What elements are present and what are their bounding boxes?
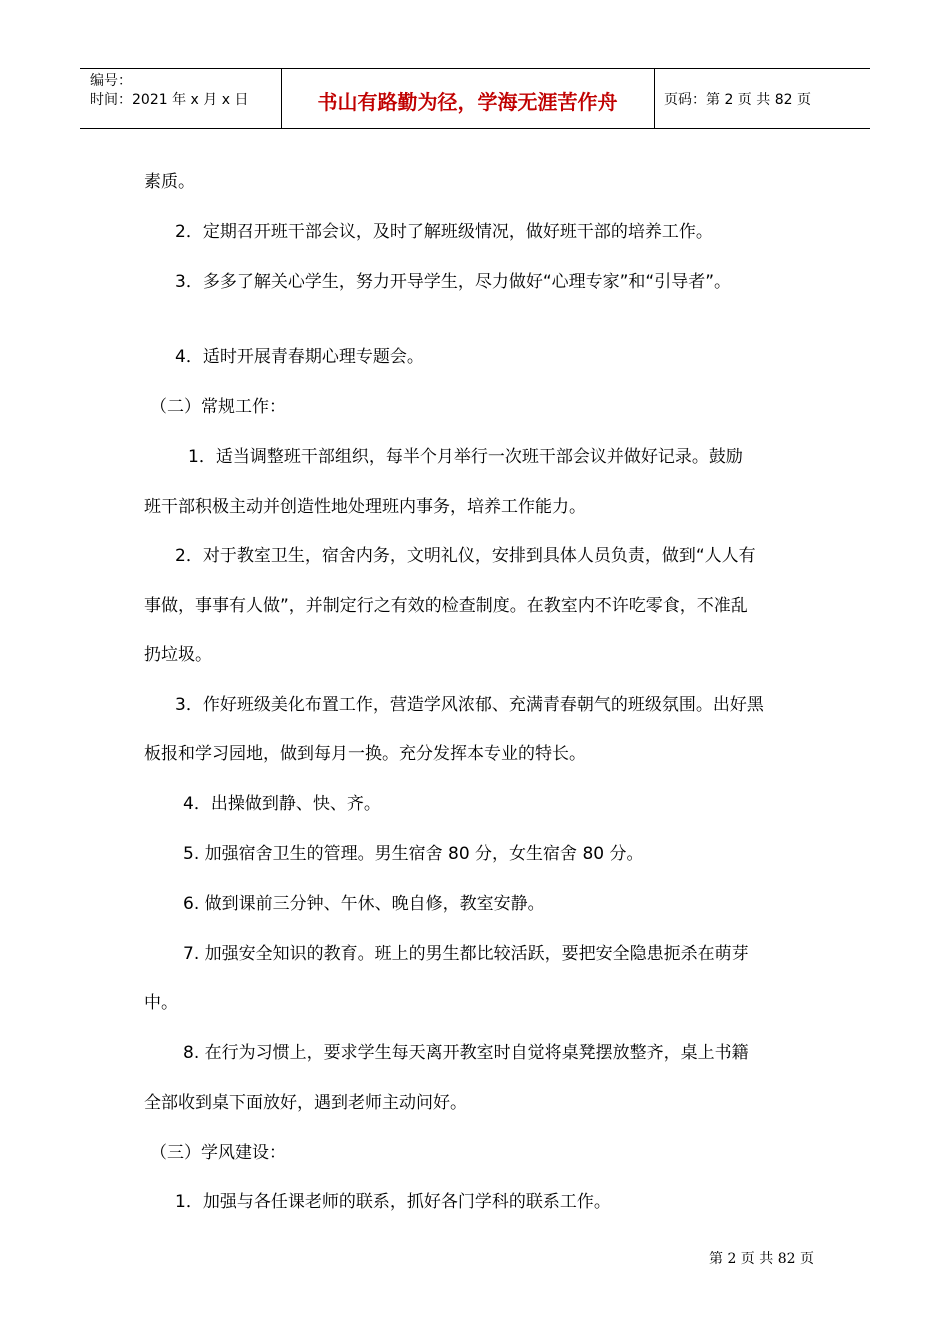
section-heading: （三）学风建设：: [150, 1143, 286, 1163]
paragraph-line: 1．适当调整班干部组织，每半个月举行一次班干部会议并做好记录。鼓励: [188, 447, 743, 467]
paragraph-line: 1．加强与各任课老师的联系，抓好各门学科的联系工作。: [175, 1192, 611, 1212]
paragraph-line: 素质。: [144, 172, 195, 192]
paragraph-line: 中。: [144, 993, 178, 1013]
paragraph-line: 班干部积极主动并创造性地处理班内事务，培养工作能力。: [144, 497, 586, 517]
paragraph-line: 事做，事事有人做”，并制定行之有效的检查制度。在教室内不许吃零食，不准乱: [144, 596, 748, 616]
header-motto: 书山有路勤为径，学海无涯苦作舟: [317, 90, 618, 114]
paragraph-line: 2．定期召开班干部会议，及时了解班级情况，做好班干部的培养工作。: [175, 222, 713, 242]
paragraph-line: 3．作好班级美化布置工作，营造学风浓郁、充满青春朝气的班级氛围。出好黑: [175, 695, 764, 715]
paragraph-line: 4．出操做到静、快、齐。: [183, 794, 381, 814]
document-time-label: 时间：2021 年 x 月 x 日: [90, 92, 249, 108]
paragraph-line: 7. 加强安全知识的教育。班上的男生都比较活跃，要把安全隐患扼杀在萌芽: [183, 944, 749, 964]
paragraph-line: 扔垃圾。: [144, 645, 212, 665]
paragraph-line: 6. 做到课前三分钟、午休、晚自修，教室安静。: [183, 894, 545, 914]
header-page-number: 页码：第 2 页 共 82 页: [664, 92, 811, 108]
paragraph-line: 3．多多了解关心学生，努力开导学生，尽力做好“心理专家”和“引导者”。: [175, 272, 732, 292]
paragraph-line: 全部收到桌下面放好，遇到老师主动问好。: [144, 1093, 467, 1113]
paragraph-line: 板报和学习园地，做到每月一换。充分发挥本专业的特长。: [144, 744, 586, 764]
document-number-label: 编号：: [90, 73, 132, 89]
paragraph-line: 5. 加强宿舍卫生的管理。男生宿舍 80 分，女生宿舍 80 分。: [183, 844, 644, 864]
section-heading: （二）常规工作：: [150, 397, 286, 417]
paragraph-line: 2．对于教室卫生，宿舍内务，文明礼仪，安排到具体人员负责，做到“人人有: [175, 546, 756, 566]
paragraph-line: 8. 在行为习惯上，要求学生每天离开教室时自觉将桌凳摆放整齐，桌上书籍: [183, 1043, 749, 1063]
footer-page-number: 第 2 页 共 82 页: [709, 1251, 814, 1267]
paragraph-line: 4．适时开展青春期心理专题会。: [175, 347, 424, 367]
